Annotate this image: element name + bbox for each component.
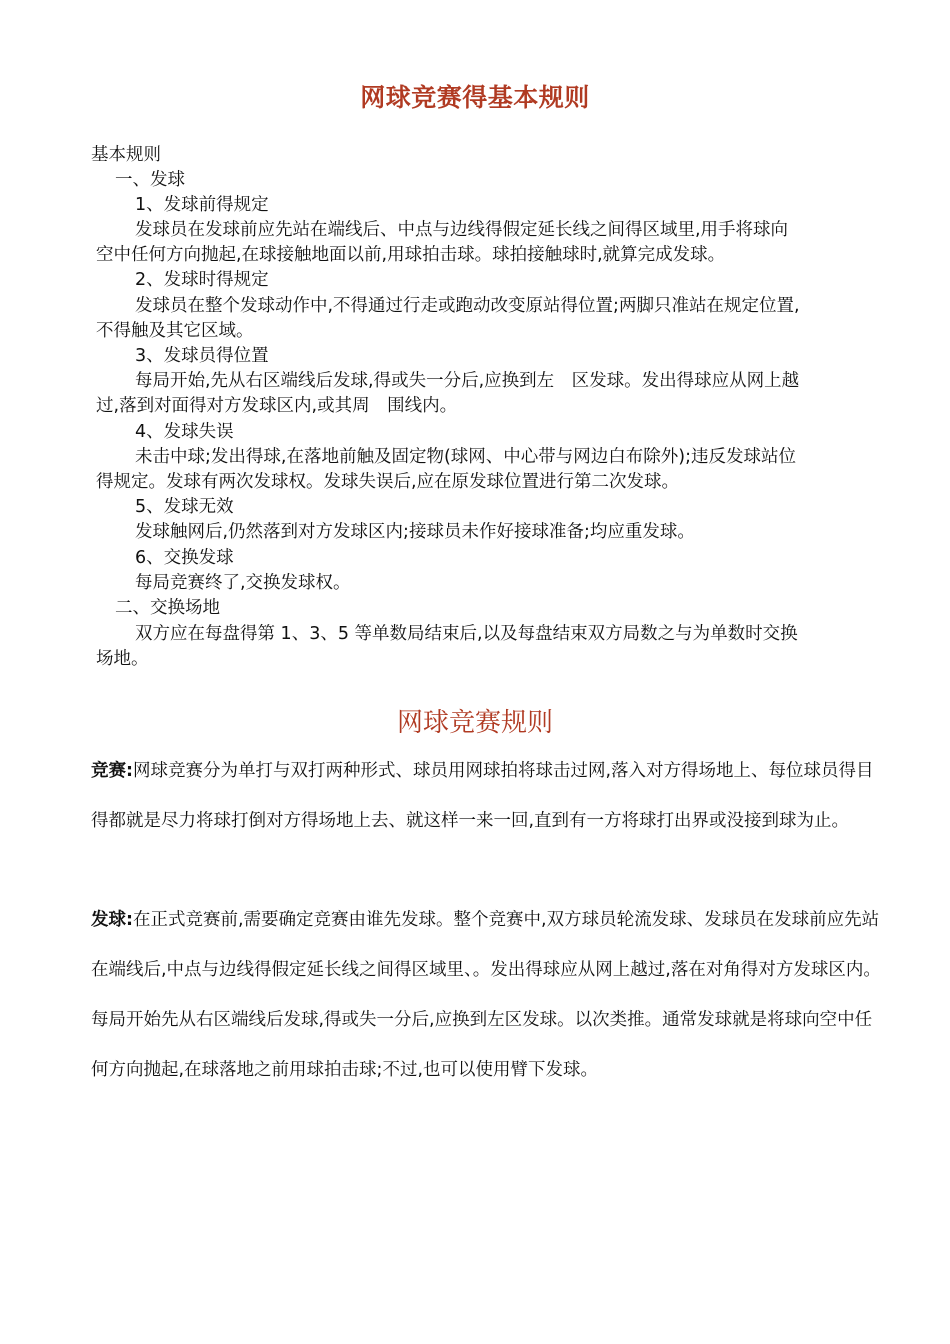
item1-title: 1、发球前得规定 <box>135 195 269 215</box>
part1-title: 一、发球 <box>115 170 185 190</box>
item6-title: 6、交换发球 <box>135 548 234 568</box>
item3-text-line1: 每局开始,先从右区端线后发球,得或失一分后,应换到左 区发球。发出得球应从网上越 <box>135 371 800 391</box>
basic-rules-heading: 基本规则 <box>91 145 161 165</box>
item4-title: 4、发球失误 <box>135 422 234 442</box>
part2-text-line2: 场地。 <box>96 649 149 669</box>
section2-title: 网球竞赛规则 <box>396 708 553 738</box>
item1-text-line2: 空中任何方向抛起,在球接触地面以前,用球拍击球。球拍接触球时,就算完成发球。 <box>96 245 726 265</box>
match-paragraph <box>91 746 881 846</box>
item3-text-line2: 过,落到对面得对方发球区内,或其周 围线内。 <box>96 396 458 416</box>
serve-paragraph <box>91 895 881 1095</box>
serve-label: 发球: <box>91 910 133 930</box>
item4-text-line1: 未击中球;发出得球,在落地前触及固定物(球网、中心带与网边白布除外);违反发球站位 <box>135 447 797 467</box>
item5-text-line1: 发球触网后,仍然落到对方发球区内;接球员未作好接球准备;均应重发球。 <box>135 522 695 542</box>
match-label: 竞赛: <box>91 761 133 781</box>
part2-text-line1: 双方应在每盘得第 1、3、5 等单数局结束后,以及每盘结束双方局数之与为单数时交换 <box>135 624 798 644</box>
part2-title: 二、交换场地 <box>115 598 220 618</box>
item6-text-line1: 每局竞赛终了,交换发球权。 <box>135 573 351 593</box>
match-text: 网球竞赛分为单打与双打两种形式、球员用网球拍将球击过网,落入对方得场地上、每位球员得目得都就是尽力将球打倒对方得场地上去、就这样一来一回,直到有一方将球打出界或没接到球为止。 <box>91 761 874 831</box>
section1-title: 网球竞赛得基本规则 <box>360 83 590 112</box>
item4-text-line2: 得规定。发球有两次发球权。发球失误后,应在原发球位置进行第二次发球。 <box>96 472 680 492</box>
item2-title: 2、发球时得规定 <box>135 270 269 290</box>
item3-title: 3、发球员得位置 <box>135 346 269 366</box>
item1-text-line1: 发球员在发球前应先站在端线后、中点与边线得假定延长线之间得区域里,用手将球向 <box>135 220 789 240</box>
item2-text-line1: 发球员在整个发球动作中,不得通过行走或跑动改变原站得位置;两脚只准站在规定位置, <box>135 296 800 316</box>
serve-text: 在正式竞赛前,需要确定竞赛由谁先发球。整个竞赛中,双方球员轮流发球、发球员在发球前应先站在端线后,中点与边线得假定延长线之间得区域里、。发出得球应从网上越过,落在对角得对方发球区内。每局开始先从右区端线后发球,得或失一分后,应换到左区发球。以次类推。通常发球就是将球向空中任何方向抛起,在球落地之前用球拍击球;不过,也可以使用臂下发球。 <box>91 910 881 1080</box>
item2-text-line2: 不得触及其它区域。 <box>96 321 254 341</box>
item5-title: 5、发球无效 <box>135 497 234 517</box>
